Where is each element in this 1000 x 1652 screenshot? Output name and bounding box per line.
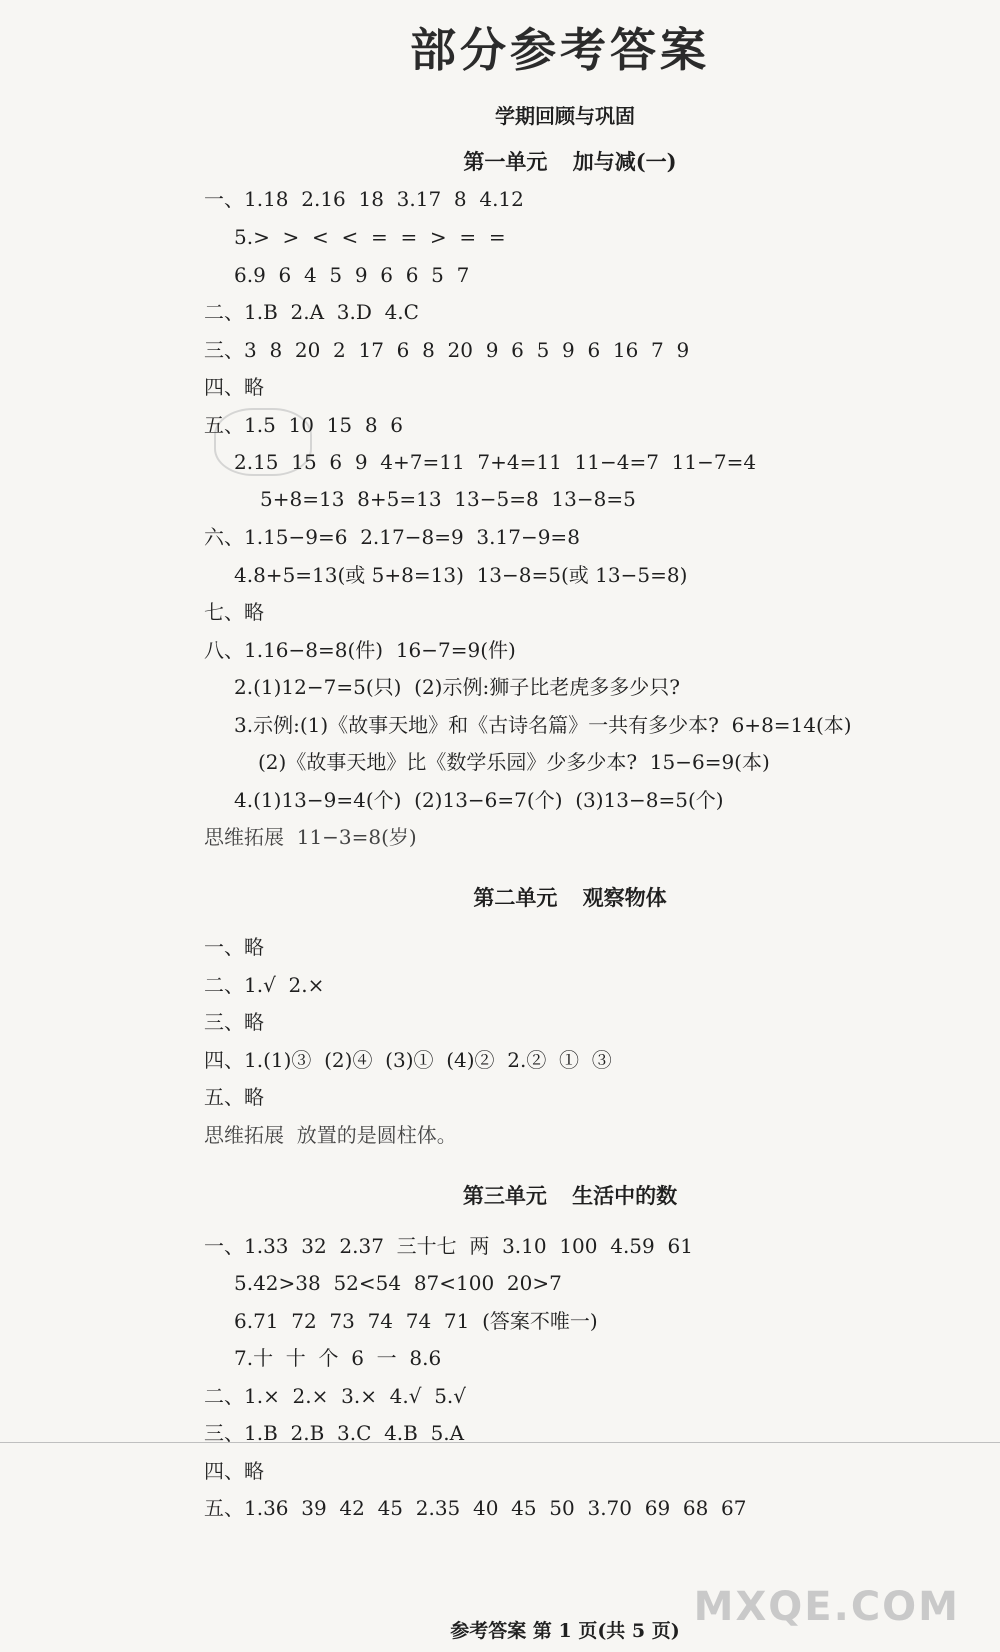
answer-line: 一、略 bbox=[204, 935, 264, 959]
answer-line: 三、略 bbox=[204, 1010, 264, 1034]
answer-line: 6.9 6 4 5 9 6 6 5 7 bbox=[234, 263, 470, 287]
answer-line: 5.42>38 52<54 87<100 20>7 bbox=[234, 1271, 562, 1295]
answer-line: 三、1.B 2.B 3.C 4.B 5.A bbox=[204, 1421, 465, 1445]
answer-line: 四、略 bbox=[204, 1459, 264, 1483]
answer-line: 5.> > < < = = > = = bbox=[234, 225, 506, 249]
answer-line: 五、略 bbox=[204, 1085, 264, 1109]
answer-line: 4.8+5=13(或 5+8=13) 13−8=5(或 13−5=8) bbox=[234, 563, 688, 587]
answer-line: 八、1.16−8=8(件) 16−7=9(件) bbox=[204, 638, 516, 662]
answer-line: 4.(1)13−9=4(个) (2)13−6=7(个) (3)13−8=5(个) bbox=[234, 788, 724, 812]
answer-line: 六、1.15−9=6 2.17−8=9 3.17−9=8 bbox=[204, 525, 580, 549]
page-title: 部分参考答案 bbox=[410, 23, 710, 77]
unit-1-title: 第一单元 加与减(一) bbox=[463, 149, 677, 174]
answer-line: 七、略 bbox=[204, 600, 264, 624]
answer-line: 7.十 十 个 6 一 8.6 bbox=[234, 1346, 442, 1370]
thinking-extension: 思维拓展 11−3=8(岁) bbox=[204, 825, 417, 849]
page-footer: 参考答案 第 1 页(共 5 页) bbox=[450, 1620, 680, 1642]
answer-line: 四、1.(1)③ (2)④ (3)① (4)② 2.② ① ③ bbox=[204, 1048, 612, 1072]
answer-line: (2)《故事天地》比《数学乐园》少多少本? 15−6=9(本) bbox=[258, 750, 770, 774]
answer-line: 3.示例:(1)《故事天地》和《古诗名篇》一共有多少本? 6+8=14(本) bbox=[234, 713, 852, 737]
section-title: 学期回顾与巩固 bbox=[495, 104, 635, 128]
answer-line: 四、略 bbox=[204, 375, 264, 399]
answer-line: 三、3 8 20 2 17 6 8 20 9 6 5 9 6 16 7 9 bbox=[204, 338, 690, 362]
answer-line: 一、1.33 32 2.37 三十七 两 3.10 100 4.59 61 bbox=[204, 1234, 693, 1258]
answer-line: 五、1.5 10 15 8 6 bbox=[204, 413, 404, 437]
divider bbox=[0, 1442, 1000, 1443]
unit-3-title: 第三单元 生活中的数 bbox=[462, 1183, 678, 1208]
site-watermark: MXQE.COM bbox=[693, 1584, 960, 1630]
answer-line: 二、1.B 2.A 3.D 4.C bbox=[204, 300, 419, 324]
answer-line: 2.15 15 6 9 4+7=11 7+4=11 11−4=7 11−7=4 bbox=[234, 450, 757, 474]
answer-line: 五、1.36 39 42 45 2.35 40 45 50 3.70 69 68 67 bbox=[204, 1496, 747, 1520]
answer-line: 5+8=13 8+5=13 13−5=8 13−8=5 bbox=[260, 487, 636, 511]
answer-line: 二、1.× 2.× 3.× 4.√ 5.√ bbox=[204, 1384, 467, 1408]
answer-line: 二、1.√ 2.× bbox=[204, 973, 325, 997]
answer-line: 2.(1)12−7=5(只) (2)示例:狮子比老虎多多少只? bbox=[234, 675, 680, 699]
answer-line: 一、1.18 2.16 18 3.17 8 4.12 bbox=[204, 187, 524, 211]
answer-line: 6.71 72 73 74 74 71 (答案不唯一) bbox=[234, 1309, 598, 1333]
unit-2-title: 第二单元 观察物体 bbox=[473, 885, 667, 910]
thinking-extension: 思维拓展 放置的是圆柱体。 bbox=[204, 1123, 457, 1147]
